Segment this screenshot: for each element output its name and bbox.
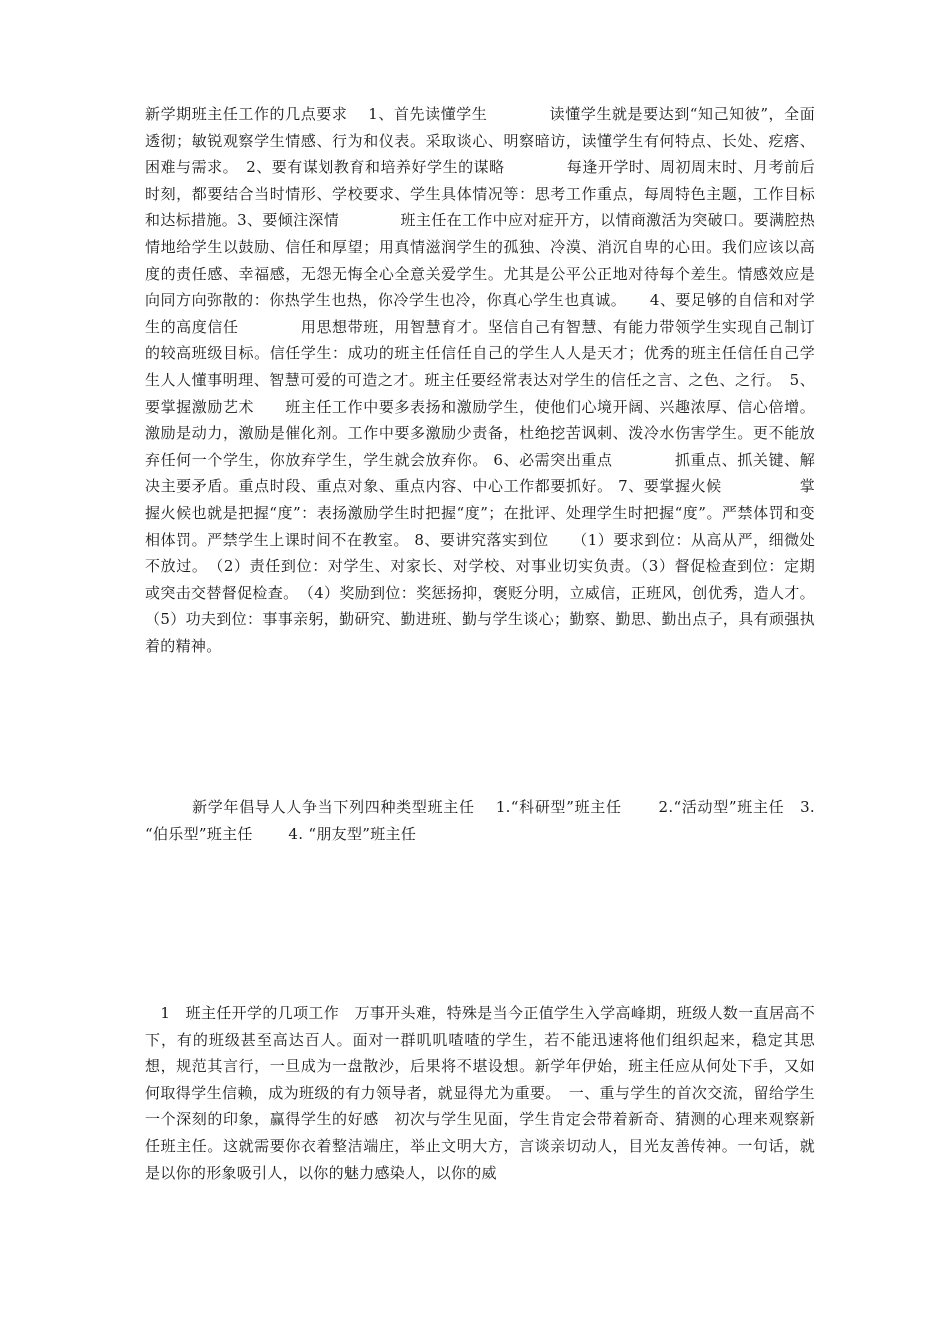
paragraph-head-teacher-requirements: 新学期班主任工作的几点要求 1、首先读懂学生 读懂学生就是要达到“知己知彼”，全面透彻；敏锐观察学生情感、行为和仪表。采取谈心、明察暗访，读懂学生有何特点、长处、疙瘩、困难与需求。 2、要有谋划教育和培养好学生的谋略 每逢开学时、周初周末时、月考前后时刻，都要结合当时情形、学校要求、学生具体情况等：思考工作重点，每周特色主题，工作目标和达标措施。3、要倾注深情 班主任在工作中应对症开方，以情商激活为突破口。要满腔热情地给学生以鼓励、信任和厚望；用真情滋润学生的孤独、冷漠、消沉自卑的心田。我们应该以高度的责任感、幸福感，无怨无悔全心全意关爱学生。尤其是公平公正地对待每个差生。情感效应是向同方向弥散的：你热学生也热，你冷学生也冷，你真心学生也真诚。 4、要足够的自信和对学生的高度信任 用思想带班，用智慧育才。坚信自己有智慧、有能力带领学生实现自己制订的较高班级目标。信任学生：成功的班主任信任自己的学生人人是天才；优秀的班主任信任自己学生人人懂事明理、智慧可爱的可造之才。班主任要经常表达对学生的信任之言、之色、之行。 5、要掌握激励艺术 班主任工作中要多表扬和激励学生，使他们心境开阔、兴趣浓厚、信心倍增。激励是动力，激励是催化剂。工作中要多激励少责备，杜绝挖苦讽刺、泼冷水伤害学生。更不能放弃任何一个学生，你放弃学生，学生就会放弃你。 6、必需突出重点 抓重点、抓关键、解决主要矛盾。重点时段、重点对象、重点内容、中心工作都要抓好。 7、要掌握火候 掌握火候也就是把握“度”：表扬激励学生时把握“度”；在批评、处理学生时把握“度”。严禁体罚和变相体罚。严禁学生上课时间不在教室。 8、要讲究落实到位 （1）要求到位：从高从严，细微处不放过。 （2）责任到位：对学生、对家长、对学校、对事业切实负责。（3）督促检查到位：定期或突击交替督促检查。 （4）奖励到位：奖惩扬抑，褒贬分明，立威信，正班风，创优秀，造人才。（5）功夫到位：事事亲躬，勤研究、勤进班、勤与学生谈心；勤察、勤思、勤出点子，具有顽强执着的精神。 [145,105,815,655]
paragraph-four-types-of-head-teacher: 新学年倡导人人争当下列四种类型班主任 1.“科研型”班主任 2.“活动型”班主任 3. “伯乐型”班主任 4. “朋友型”班主任 [145,798,815,843]
paragraph-start-of-term-work: 1 班主任开学的几项工作 万事开头难，特殊是当今正值学生入学高峰期，班级人数一直居高不下，有的班级甚至高达百人。面对一群叽叽喳喳的学生，若不能迅速将他们组织起来，稳定其思想，规范其言行，一旦成为一盘散沙，后果将不堪设想。新学年伊始，班主任应从何处下手，又如何取得学生信赖，成为班级的有力领导者，就显得尤为重要。 一、重与学生的首次交流，留给学生一个深刻的印象，赢得学生的好感 初次与学生见面，学生肯定会带着新奇、猜测的心理来观察新任班主任。这就需要你衣着整洁端庄，举止文明大方，言谈亲切动人，目光友善传神。一句话，就是以你的形象吸引人，以你的魅力感染人，以你的威 [145,1004,815,1182]
